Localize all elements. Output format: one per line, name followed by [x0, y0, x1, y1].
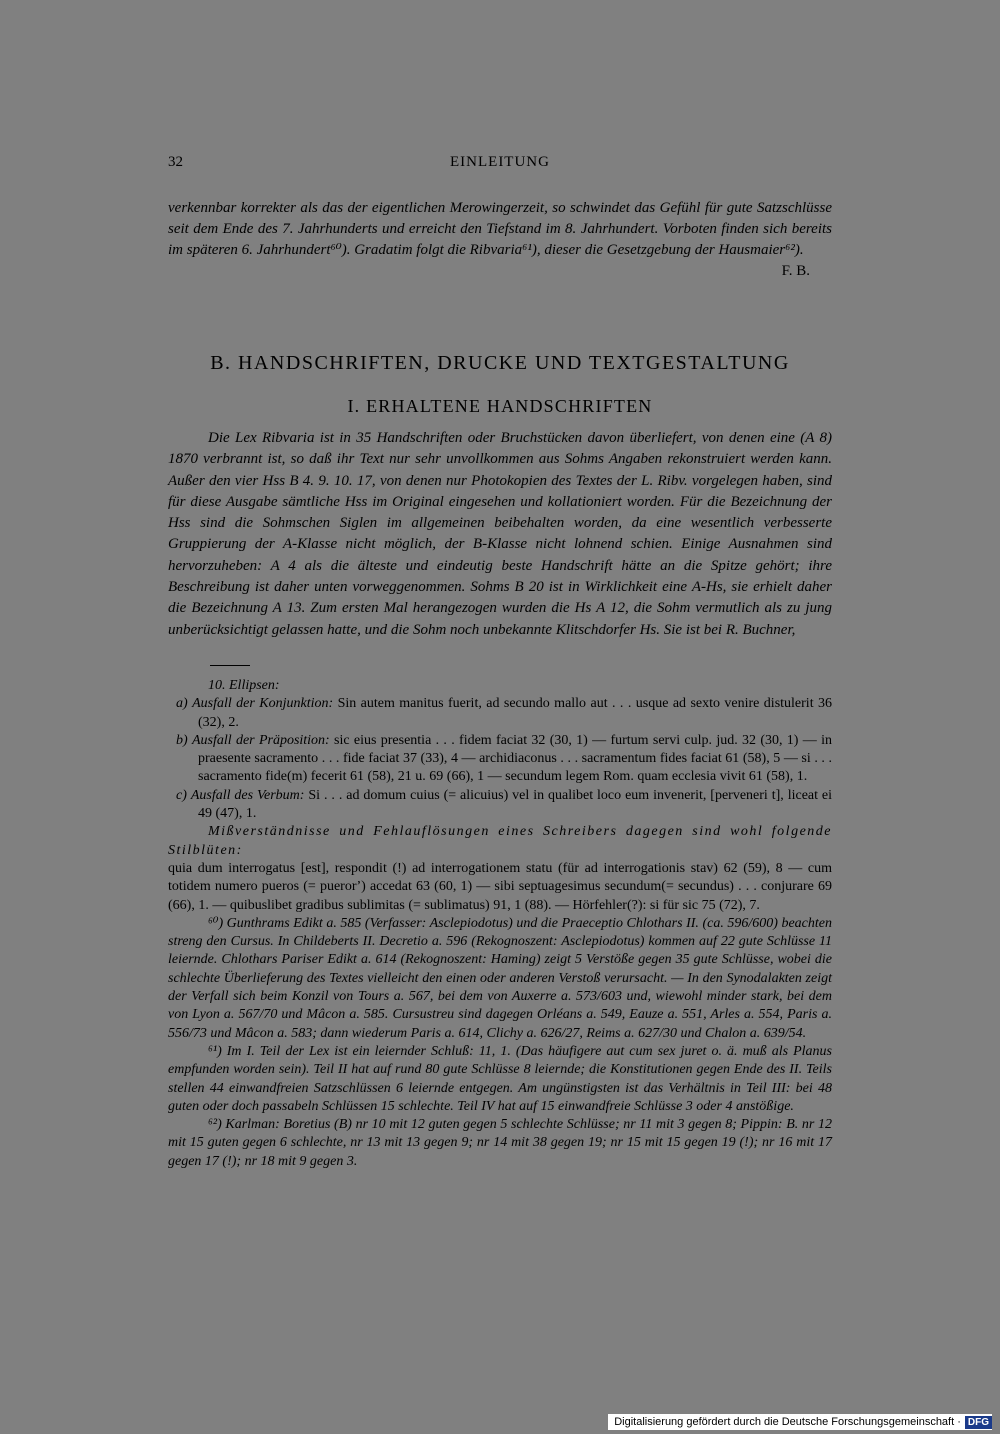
note-10c-head: Ausfall des Verbum:: [190, 787, 305, 803]
body-text: [168, 428, 832, 641]
top-paragraph: [168, 198, 832, 282]
page-number: 32: [168, 154, 183, 170]
misunderstandings-heading: Mißverständnisse und Fehlauflösungen eines Schreibers dagegen sind wohl folgende Stilblüten:: [168, 824, 832, 858]
section-heading: B. HANDSCHRIFTEN, DRUCKE UND TEXTGESTALTUNG: [210, 352, 790, 374]
note-10a-text: Sin autem manitus fuerit, ad secundo mallo aut . . . usque ad sexto venire distulerit 36 (32), 2.: [198, 696, 832, 730]
note-10a: [168, 695, 832, 732]
note-10a-label: a): [176, 696, 188, 712]
dfg-footer: [608, 1414, 992, 1430]
misunderstandings-text: quia dum interrogatus [est], respondit (!) ad interrogationem statu (für ad interrogationis stav) 62 (59), 8 — cum totidem numero pueros (= puerorʼ) accedat 63 (60, 1) — sibi septuagesimus secundum(= secundus) . . . conjurare 69 (66), 1. — quibuslibet gradibus sublimitas (= sublimatus) 91, 1 (88). — Hörfehler(?): si für sic 75 (72), 7.: [168, 860, 832, 913]
footnotes: [168, 677, 832, 1171]
top-paragraph-text: verkennbar korrekter als das der eigentlichen Merowingerzeit, so schwindet das Gefühl für gute Satzschlüsse seit dem Ende des 7. Jahrhunderts und erreicht den Tiefstand im 8. Jahrhundert. Vorboten finden sich bereits im späteren 6. Jahrhundert⁶⁰). Gradatim folgt die Ribvaria⁶¹), dieser die Gesetzgebung der Hausmaier⁶²).: [168, 200, 832, 258]
note-10-title: 10. Ellipsen:: [208, 678, 280, 693]
note-10a-head: Ausfall der Konjunktion:: [192, 696, 334, 712]
page-header: [168, 154, 832, 174]
dfg-logo: DFG: [965, 1416, 992, 1429]
note-10c-text: Si . . . ad domum cuius (= alicuius) vel in qualibet loco eum invenerit, [perveneri t], liceat ei 49 (47), 1.: [198, 787, 833, 822]
note-10b-head: Ausfall der Präposition:: [191, 732, 330, 748]
note-10b-text: sic eius presentia . . . fidem faciat 32 (30, 1) — furtum servi culp. jud. 32 (30, 1) — in praesente sacramento . . . fide faciat 37 (33), 4 — archidiaconus . . . sacramentum fides faciat 61 (58), 5 — si . . . sacramento fide(m) fecerit 61 (58), 21 u. 69 (66), 1 — secundum legem Rom. quam ecclesia vivit 61 (58), 1.: [198, 732, 832, 785]
note-10c-label: c): [176, 787, 187, 803]
footnote-61: ⁶¹) Im I. Teil der Lex ist ein leiernder Schluß: 11, 1. (Das häufigere aut cum sex juret o. ä. muß als Planus empfunden worden sein). Teil II hat auf rund 80 gute Schlüsse 8 leiernde; die Konstitutionen gegen Ende des II. Teils stellen 44 einwandfreien Satzschlüssen 6 leiernde entgegen. Am ungünstigsten ist das Verhältnis in Teil III: bei 48 guten oder doch passabeln Schlüssen 15 schlechte. Teil IV hat auf 15 einwandfreie Schlüsse 3 oder 4 anstößige.: [168, 1043, 832, 1114]
note-10b-label: b): [176, 732, 188, 748]
footnote-rule: [210, 665, 250, 666]
footnote-62: ⁶²) Karlman: Boretius (B) nr 10 mit 12 guten gegen 5 schlechte Schlüsse; nr 11 mit 3 gegen 8; Pippin: B. nr 12 mit 15 guten gegen 6 schlechte, nr 13 mit 13 gegen 9; nr 14 mit 38 gegen 19; nr 15 mit 15 gegen 19 (!); nr 16 mit 17 gegen 17 (!); nr 18 mit 9 gegen 3.: [168, 1117, 832, 1169]
footer-text: Digitalisierung gefördert durch die Deutsche Forschungsgemeinschaft ·: [614, 1416, 961, 1428]
running-title: EINLEITUNG: [450, 154, 550, 170]
body-paragraph: Die Lex Ribvaria ist in 35 Handschriften oder Bruchstücken davon überliefert, von denen eine (A 8) 1870 verbrannt ist, so daß ihr Text nur sehr unvollkommen aus Sohms Angaben rekonstruiert werden kann. Außer den vier Hss B 4. 9. 10. 17, von denen nur Photokopien des Textes der L. Ribv. vorgelegen haben, sind für diese Ausgabe sämtliche Hss im Original eingesehen und kollationiert worden. Für die Bezeichnung der Hss sind die Sohmschen Siglen im allgemeinen beibehalten worden, da eine wesentlich verbesserte Gruppierung der A-Klasse nicht möglich, der B-Klasse nicht lohnend schien. Einige Ausnahmen sind hervorzuheben: A 4 als die älteste und eindeutig beste Handschrift hätte an die Spitze gehört; ihre Beschreibung ist daher unten vorweggenommen. Sohms B 20 ist in Wirklichkeit eine A-Hs, sie erhielt daher die Bezeichnung A 13. Zum ersten Mal herangezogen wurden die Hs A 12, die Sohm vermutlich als zu jung unberücksichtigt gelassen hatte, und die Sohm noch unbekannte Klitschdorfer Hs. Sie ist bei R. Buchner,: [168, 430, 832, 638]
footnote-60: ⁶⁰) Gunthrams Edikt a. 585 (Verfasser: Asclepiodotus) und die Praeceptio Chlothars II. (ca. 596/600) beachten streng den Cursus. In Childeberts II. Decretio a. 596 (Rekognoszent: Asclepiodotus) kommen auf 22 gute Schlüsse 11 leiernde. Chlothars Pariser Edikt a. 614 (Rekognoszent: Haming) zeigt 5 Verstöße gegen 35 gute Schlüsse, wobei die schlechte Überlieferung des Textes vielleicht den einen oder anderen Verstoß verursacht. — In den Synodalakten zeigt der Verfall sich beim Konzil von Tours a. 567, bei dem von Auxerre a. 573/603 und, wiewohl minder stark, bei dem von Lyon a. 567/70 und Mâcon a. 585. Cursustreu sind dagegen Orléans a. 549, Eauze a. 551, Arles a. 554, Paris a. 556/73 und Mâcon a. 583; dann wiederum Paris a. 614, Clichy a. 626/27, Reims a. 627/30 und Chalon a. 639/54.: [168, 915, 832, 1041]
note-10c: [168, 787, 832, 824]
subsection-heading: I. ERHALTENE HANDSCHRIFTEN: [347, 396, 653, 416]
author-signature: F. B.: [781, 263, 810, 279]
note-10b: [168, 732, 832, 787]
